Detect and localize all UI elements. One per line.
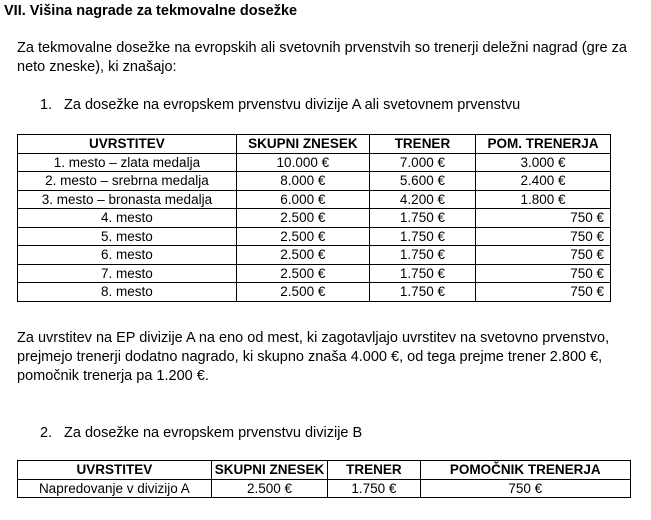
assistant-amount-cell: 750 € bbox=[476, 227, 611, 246]
bonus-note-paragraph: Za uvrstitev na EP divizije A na eno od mest, ki zagotavljajo uvrstitev na svetovno prvenstvo, prejmejo trenerji dodatno nagrado, ki skupno znaša 4.000 €, od tega prejme trener 2.800 €, pomočnik trenerja pa 1.200 €. bbox=[17, 330, 610, 384]
placement-cell: 8. mesto bbox=[18, 283, 237, 302]
intro-paragraph: Za tekmovalne dosežke na evropskih ali svetovnih prvenstvih so trenerji deležni nagrad (gre za neto zneske), ki znašajo: bbox=[17, 40, 627, 75]
assistant-amount-cell: 750 € bbox=[420, 479, 630, 498]
placement-cell: 2. mesto – srebrna medalja bbox=[18, 172, 237, 191]
column-header-assistant-coach: POMOČNIK TRENERJA bbox=[420, 461, 630, 480]
assistant-amount-cell: 750 € bbox=[476, 246, 611, 265]
table-header-row bbox=[18, 135, 611, 154]
subsection-1-number: 1. bbox=[40, 97, 53, 113]
assistant-amount-cell: 3.000 € bbox=[476, 153, 611, 172]
placement-cell: 6. mesto bbox=[18, 246, 237, 265]
prize-table-division-b bbox=[17, 460, 631, 498]
placement-cell: 3. mesto – bronasta medalja bbox=[18, 190, 237, 209]
subsection-1-heading bbox=[40, 97, 520, 113]
coach-amount-cell: 4.200 € bbox=[369, 190, 475, 209]
column-header-assistant-coach: POM. TRENERJA bbox=[476, 135, 611, 154]
table-row bbox=[18, 246, 611, 265]
column-header-placement: UVRSTITEV bbox=[18, 461, 212, 480]
table-row bbox=[18, 153, 611, 172]
coach-amount-cell: 5.600 € bbox=[369, 172, 475, 191]
total-amount-cell: 8.000 € bbox=[236, 172, 369, 191]
placement-cell: 1. mesto – zlata medalja bbox=[18, 153, 237, 172]
subsection-2-number: 2. bbox=[40, 425, 53, 441]
total-amount-cell: 2.500 € bbox=[236, 209, 369, 228]
table-row bbox=[18, 264, 611, 283]
coach-amount-cell: 1.750 € bbox=[369, 227, 475, 246]
table-header-row bbox=[18, 461, 631, 480]
total-amount-cell: 2.500 € bbox=[236, 264, 369, 283]
coach-amount-cell: 1.750 € bbox=[369, 246, 475, 265]
coach-amount-cell: 7.000 € bbox=[369, 153, 475, 172]
table-row bbox=[18, 172, 611, 191]
coach-amount-cell: 1.750 € bbox=[328, 479, 420, 498]
coach-amount-cell: 1.750 € bbox=[369, 283, 475, 302]
placement-cell: Napredovanje v divizijo A bbox=[18, 479, 212, 498]
table-row bbox=[18, 479, 631, 498]
column-header-coach: TRENER bbox=[369, 135, 475, 154]
placement-cell: 7. mesto bbox=[18, 264, 237, 283]
subsection-2-title: Za dosežke na evropskem prvenstvu divizije B bbox=[64, 425, 363, 441]
table-row bbox=[18, 283, 611, 302]
column-header-total-amount: SKUPNI ZNESEK bbox=[236, 135, 369, 154]
column-header-placement: UVRSTITEV bbox=[18, 135, 237, 154]
total-amount-cell: 2.500 € bbox=[236, 246, 369, 265]
assistant-amount-cell: 2.400 € bbox=[476, 172, 611, 191]
table-row bbox=[18, 190, 611, 209]
prize-table-division-a bbox=[17, 134, 611, 302]
assistant-amount-cell: 1.800 € bbox=[476, 190, 611, 209]
placement-cell: 4. mesto bbox=[18, 209, 237, 228]
total-amount-cell: 2.500 € bbox=[236, 283, 369, 302]
total-amount-cell: 10.000 € bbox=[236, 153, 369, 172]
column-header-total-amount: SKUPNI ZNESEK bbox=[211, 461, 328, 480]
assistant-amount-cell: 750 € bbox=[476, 209, 611, 228]
placement-cell: 5. mesto bbox=[18, 227, 237, 246]
coach-amount-cell: 1.750 € bbox=[369, 209, 475, 228]
subsection-2-heading bbox=[40, 425, 362, 441]
assistant-amount-cell: 750 € bbox=[476, 283, 611, 302]
column-header-coach: TRENER bbox=[328, 461, 420, 480]
total-amount-cell: 6.000 € bbox=[236, 190, 369, 209]
section-title: VII. Višina nagrade za tekmovalne dosežke bbox=[4, 3, 298, 19]
subsection-1-title: Za dosežke na evropskem prvenstvu divizije A ali svetovnem prvenstvu bbox=[64, 97, 521, 113]
table-row bbox=[18, 227, 611, 246]
assistant-amount-cell: 750 € bbox=[476, 264, 611, 283]
coach-amount-cell: 1.750 € bbox=[369, 264, 475, 283]
total-amount-cell: 2.500 € bbox=[211, 479, 328, 498]
total-amount-cell: 2.500 € bbox=[236, 227, 369, 246]
table-row bbox=[18, 209, 611, 228]
